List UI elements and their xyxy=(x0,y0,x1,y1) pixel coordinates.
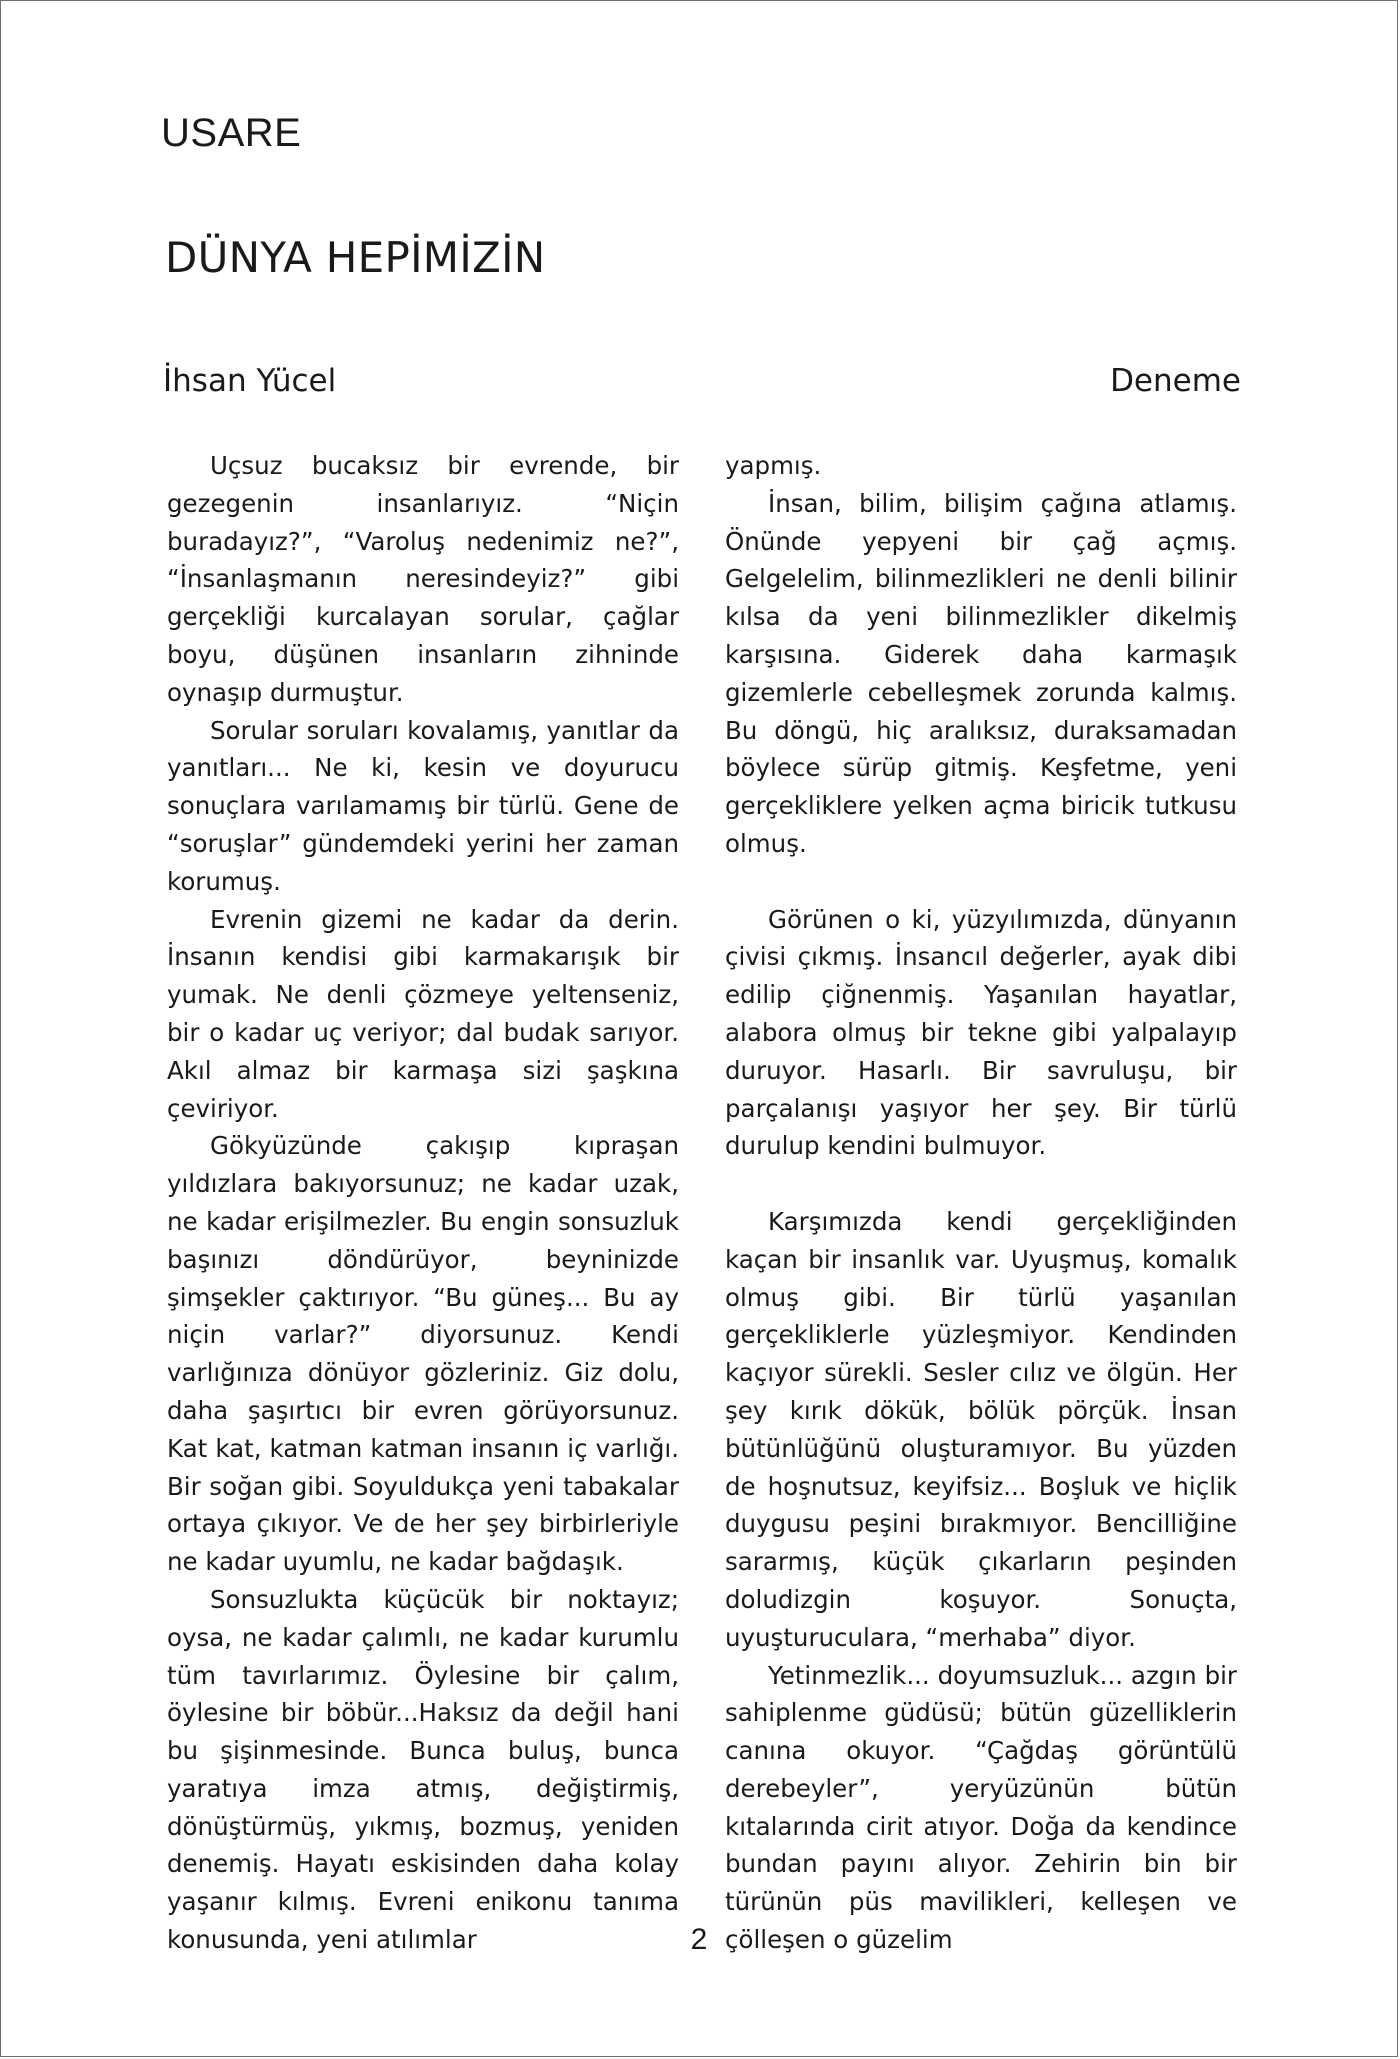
paragraph: İnsan, bilim, bilişim çağına atlamış. Önünde yepyeni bir çağ açmış. Gelgelelim, bilinmezlikleri ne denli bilinir kılsa da yeni bilinmezlikler dikelmiş karşısına. Giderek daha karmaşık gizemlerle cebelleşmek zorunda kalmış. Bu döngü, hiç aralıksız, duraksamadan böylece sürüp gitmiş. Keşfetme, yeni gerçekliklere yelken açma biricik tutkusu olmuş. xyxy=(725,488,1237,858)
right-text-column xyxy=(725,447,1237,1959)
magazine-name: USARE xyxy=(161,111,302,155)
article-genre: Deneme xyxy=(1110,363,1241,399)
paragraph: Görünen o ki, yüzyılımızda, dünyanın çivisi çıkmış. İnsancıl değerler, ayak dibi edilip çiğnenmiş. Yaşanılan hayatlar, alabora olmuş bir tekne gibi yalpalayıp duruyor. Hasarlı. Bir savruluşu, bir parçalanışı yaşıyor her şey. Bir türlü durulup kendini bulmuyor. xyxy=(725,904,1237,1161)
left-text-column xyxy=(167,447,679,1959)
article-title: DÜNYA HEPİMİZİN xyxy=(165,233,546,282)
paragraph-continuation: yapmış. xyxy=(725,451,822,480)
paragraph: Gökyüzünde çakışıp kıpraşan yıldızlara bakıyorsunuz; ne kadar uzak, ne kadar erişilmezler. Bu engin sonsuzluk başınızı döndürüyor, beyninizde şimşekler çaktırıyor. “Bu güneş... Bu ay niçin varlar?” diyorsunuz. Kendi varlığınıza dönüyor gözleriniz. Giz dolu, daha şaşırtıcı bir evren görüyorsunuz. Kat kat, katman katman insanın iç varlığı. Bir soğan gibi. Soyuldukça yeni tabakalar ortaya çıkıyor. Ve de her şey birbirleriyle ne kadar uyumlu, ne kadar bağdaşık. xyxy=(167,1131,679,1577)
paragraph: Uçsuz bucaksız bir evrende, bir gezegenin insanlarıyız. “Niçin buradayız?”, “Varoluş nedenimiz ne?”, “İnsanlaşmanın neresindeyiz?” gibi gerçekliği kurcalayan sorular, çağlar boyu, düşünen insanların zihninde oynaşıp durmuştur. xyxy=(167,451,679,707)
author-name: İhsan Yücel xyxy=(163,363,337,399)
paragraph: Karşımızda kendi gerçekliğinden kaçan bir insanlık var. Uyuşmuş, komalık olmuş gibi. Bir türlü yaşanılan gerçekliklerle yüzleşmiyor. Kendinden kaçıyor sürekli. Sesler cılız ve ölgün. Her şey kırık dökük, bölük pörçük. İnsan bütünlüğünü oluşturamıyor. Bu yüzden de hoşnutsuz, keyifsiz... Boşluk ve hiçlik duygusu peşini bırakmıyor. Bencilliğine sararmış, küçük çıkarların peşinden doludizgin koşuyor. Sonuçta, uyuşturuculara, “merhaba” diyor. xyxy=(725,1206,1237,1652)
paragraph: Evrenin gizemi ne kadar da derin. İnsanın kendisi gibi karmakarışık bir yumak. Ne denli çözmeye yeltenseniz, bir o kadar uç veriyor; dal budak sarıyor. Akıl almaz bir karmaşa sizi şaşkına çeviriyor. xyxy=(167,904,679,1123)
page-number: 2 xyxy=(690,1923,708,1956)
paragraph: Sorular soruları kovalamış, yanıtlar da yanıtları... Ne ki, kesin ve doyurucu sonuçlara varılamamış bir türlü. Gene de “soruşlar” gündemdeki yerini her zaman korumuş. xyxy=(167,715,679,896)
paragraph: Sonsuzlukta küçücük bir noktayız; oysa, ne kadar çalımlı, ne kadar kurumlu tüm tavırlarımız. Öylesine bir çalım, öylesine bir böbür...Haksız da değil hani bu şişinmesinde. Bunca buluş, bunca yaratıya imza atmış, değiştirmiş, dönüştürmüş, yıkmış, bozmuş, yeniden denemiş. Hayatı eskisinden daha kolay yaşanır kılmış. Evreni enikonu tanıma konusunda, yeni atılımlar xyxy=(167,1584,679,1955)
paragraph: Yetinmezlik... doyumsuzluk... azgın bir sahiplenme güdüsü; bütün güzelliklerin canına okuyor. “Çağdaş görüntülü derebeyler”, yeryüzünün bütün kıtalarında cirit atıyor. Doğa da kendince bundan payını alıyor. Zehirin bin bir türünün püs mavilikleri, kelleşen ve çölleşen o güzelim xyxy=(725,1660,1237,1955)
